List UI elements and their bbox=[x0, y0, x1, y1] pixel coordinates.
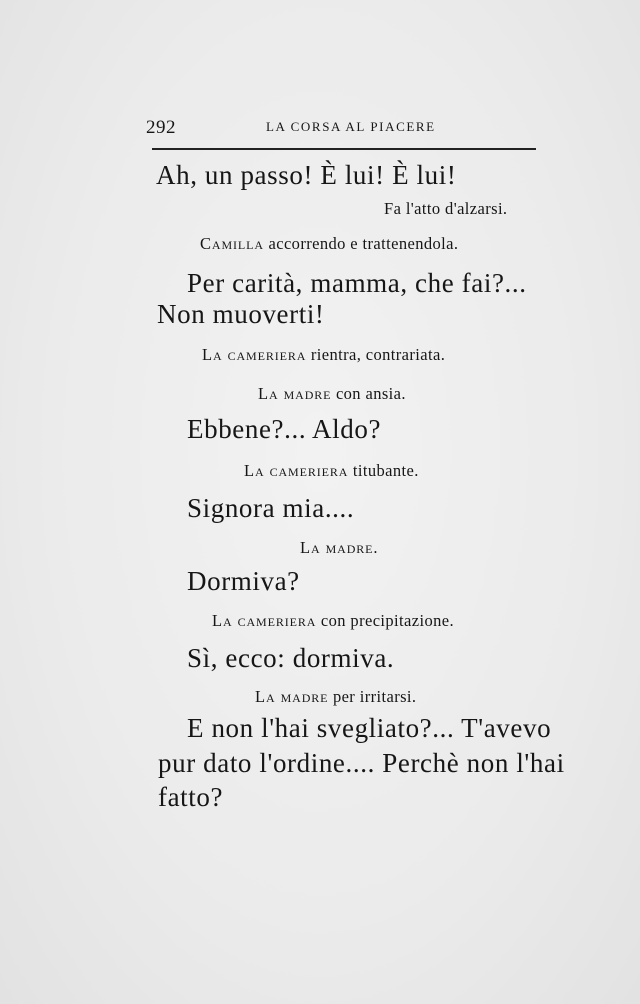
dialogue-line: Per carità, mamma, che fai?... bbox=[187, 268, 527, 298]
stage-direction: Fa l'atto d'alzarsi. bbox=[384, 199, 508, 218]
stage-direction bbox=[255, 687, 416, 707]
dialogue-line: Non muoverti! bbox=[157, 299, 325, 329]
dialogue-line: Dormiva? bbox=[187, 566, 300, 596]
dialogue-line: E non l'hai svegliato?... T'avevo bbox=[187, 713, 552, 743]
header-rule bbox=[152, 148, 536, 150]
direction-text: accorrendo e trattenendola. bbox=[268, 234, 459, 253]
stage-direction bbox=[202, 345, 445, 365]
speaker-name: La madre bbox=[255, 687, 329, 706]
dialogue-line: Sì, ecco: dormiva. bbox=[187, 643, 395, 673]
speaker-name: La madre bbox=[258, 384, 332, 403]
speaker-name: Camilla bbox=[200, 234, 264, 253]
direction-text: con precipitazione. bbox=[320, 611, 454, 630]
dialogue-line: Signora mia.... bbox=[187, 493, 355, 523]
speaker-name: La cameriera bbox=[244, 461, 349, 480]
stage-direction bbox=[212, 611, 454, 631]
direction-text: titubante. bbox=[352, 461, 419, 480]
direction-text: rientra, contrariata. bbox=[310, 345, 446, 364]
dialogue-line: Ah, un passo! È lui! È lui! bbox=[156, 160, 457, 190]
running-title: LA CORSA AL PIACERE bbox=[266, 119, 436, 134]
speaker-name: La cameriera bbox=[202, 345, 307, 364]
dialogue-line: pur dato l'ordine.... Perchè non l'hai bbox=[158, 748, 565, 778]
dialogue-line: fatto? bbox=[158, 782, 224, 812]
dialogue-line: Ebbene?... Aldo? bbox=[187, 414, 382, 444]
page-number: 292 bbox=[146, 117, 176, 138]
stage-direction bbox=[258, 384, 406, 404]
direction-text: per irritarsi. bbox=[332, 687, 417, 706]
stage-direction bbox=[200, 234, 458, 254]
direction-text: con ansia. bbox=[335, 384, 406, 403]
speaker-name: La madre. bbox=[300, 538, 379, 557]
stage-direction bbox=[300, 538, 378, 558]
stage-direction bbox=[244, 461, 419, 481]
speaker-name: La cameriera bbox=[212, 611, 317, 630]
